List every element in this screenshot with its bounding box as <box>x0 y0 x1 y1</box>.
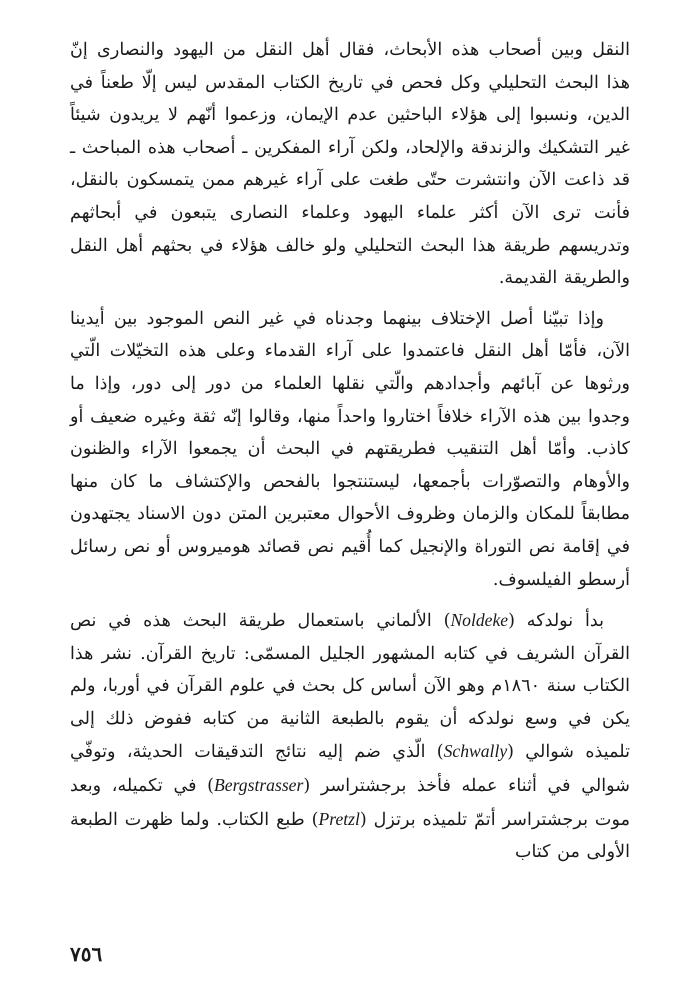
paragraph-1-text: النقل وبين أصحاب هذه الأبحاث، فقال أهل النقل من اليهود والنصارى إنّ هذا البحث التحليلي وكل فحص في تاريخ الكتاب المقدس ليس إلّا طعناً في الدين، ونسبوا إلى هؤلاء الباحثين عدم الإيمان، وزعموا أنّهم لا يريدون شيئاً غير التشكيك والزندقة والإلحاد، ولكن آراء المفكرين ـ أصحاب هذه المباحث ـ قد ذاعت الآن وانتشرت حتّى طغت على آراء غيرهم ممن يتمسكون بالنقل، فأنت ترى الآن أكثر علماء اليهود وعلماء النصارى يتبعون في أبحاثهم وتدريسهم طريقة هذا البحث التحليلي ولو خالف هؤلاء في بحثهم أهل النقل والطريقة القديمة. <box>70 40 630 289</box>
paragraph-1 <box>70 34 630 295</box>
page-number: ٧٥٦ <box>70 942 103 966</box>
paragraph-3-text-e: ) طبع الكتاب. ولما ظهرت الطبعة الأولى من كتاب <box>70 809 630 863</box>
paragraph-3-text-d: ) في تكميله، وبعد موت برجشتراسر أتمّ تلميذه برتزل ( <box>70 776 630 830</box>
paragraph-3-text-b: ) الألماني باستعمال طريقة البحث هذه في نص القرآن الشريف في كتابه المشهور الجليل المسمّى: تاريخ القرآن. نشر هذا الكتاب سنة ١٨٦٠م وهو الآن أساس كل بحث في علوم القرآن في أوربا، ولم يكن في وسع نولدكه أن يقوم بالطبعة الثانية من كتابه ففوض ذلك إلى تلميذه شوالي ( <box>69 611 630 763</box>
latin-name-noldeke: Noldeke <box>450 610 509 631</box>
latin-name-pretzl: Pretzl <box>318 808 360 829</box>
paragraph-2-text: وإذا تبيّنا أصل الإختلاف بينهما وجدناه في غير النص الموجود بين أيدينا الآن، فأمّا أهل النقل فاعتمدوا على آراء القدماء وعلى هذه التخيّلات الّتي ورثوها عن آبائهم وأجدادهم والّتي نقلها العلماء من دور إلى دور، وإذا ما وجدوا بين هذه الآراء خلافاً اختاروا واحداً منها، وقالوا إنّه ثقة وغيره ضعيف أو كاذب. وأمّا أهل التنقيب فطريقتهم في البحث أن يجمعوا الآراء والظنون والأوهام والتصوّرات بأجمعها، ليستنتجوا بالفحص والإكتشاف ما كان منها مطابقاً للمكان والزمان وظروف الأحوال معتبرين المتن دون الاسناد يجتهدون في إقامة نص التوراة والإنجيل كما أُقيم نص قصائد هوميروس أو نص رسائل أرسطو الفيلسوف. <box>70 308 630 590</box>
latin-name-bergstrasser: Bergstrasser <box>214 775 304 796</box>
paragraph-3 <box>70 604 630 869</box>
latin-name-schwally: Schwally <box>443 741 508 762</box>
paragraph-3-text-c: ) الّذي ضم إليه نتائج التدقيقات الحديثة، وتوفّي شوالي في أثناء عمله فأخذ برجشتراسر ( <box>70 742 630 797</box>
paragraph-3-text-a: بدأ نولدكه ( <box>508 611 604 632</box>
page-body <box>70 34 630 877</box>
paragraph-2 <box>70 303 630 596</box>
